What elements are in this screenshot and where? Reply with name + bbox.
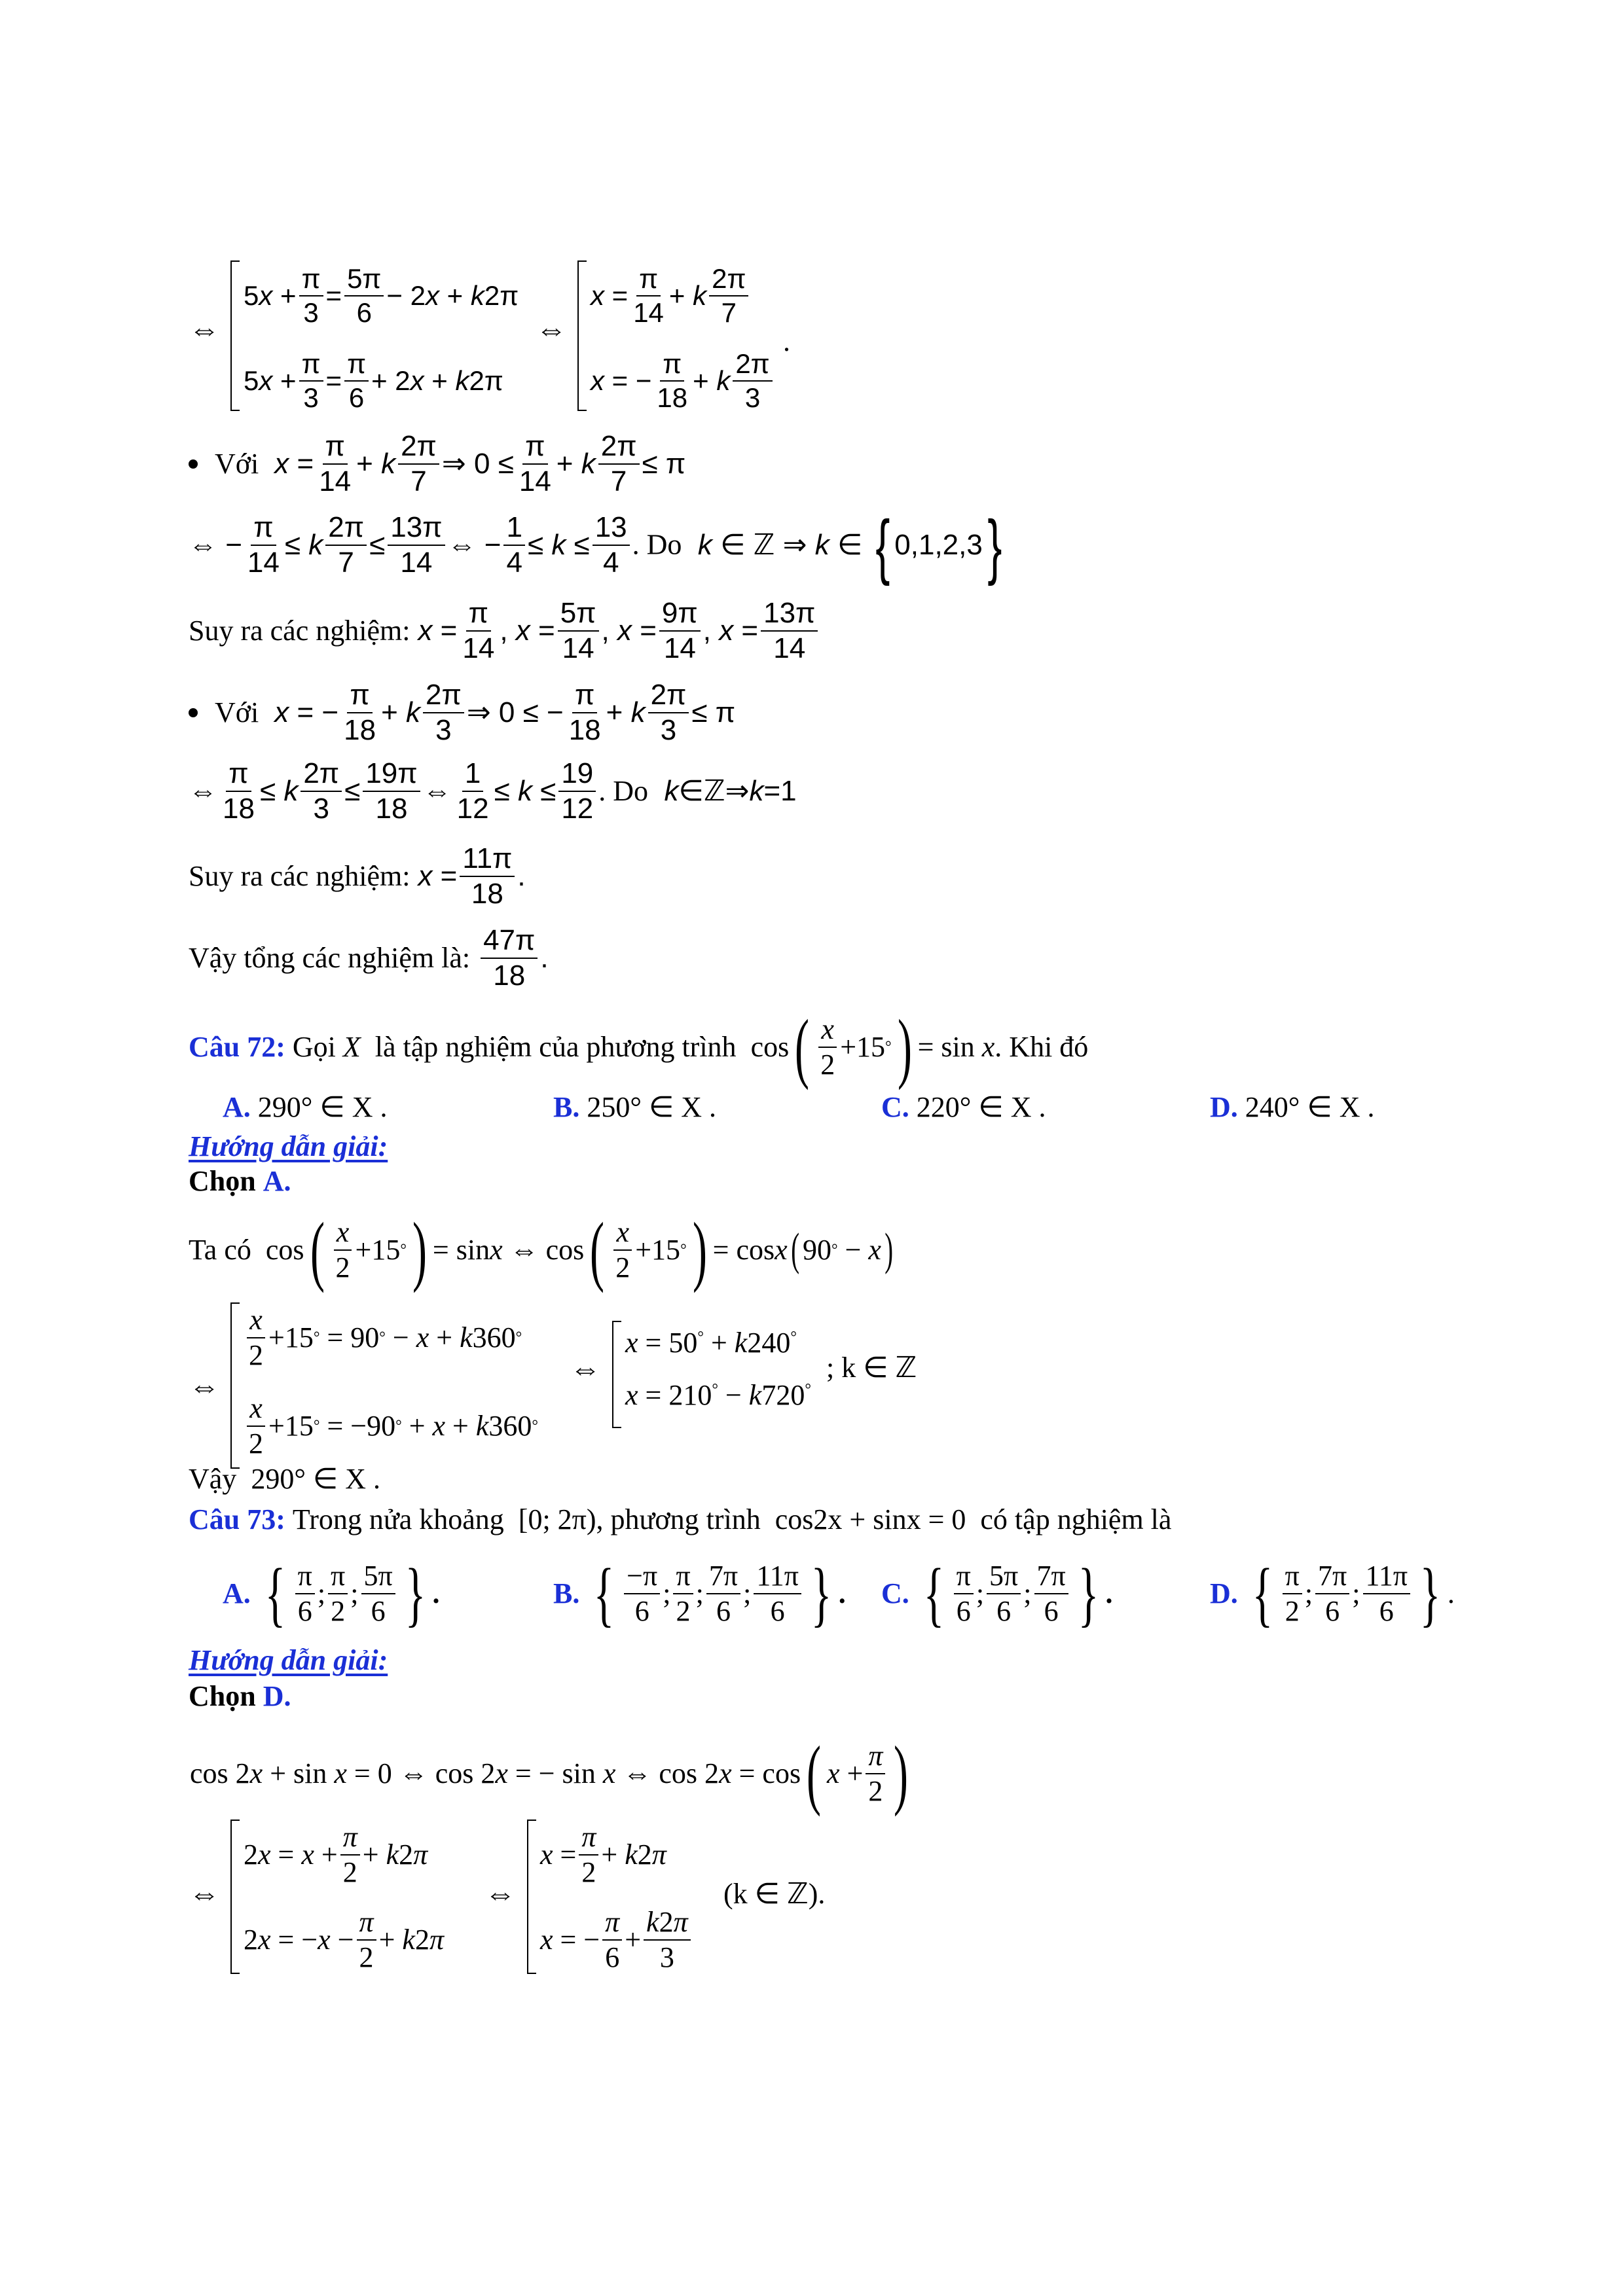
option-letter: B. bbox=[553, 1091, 580, 1123]
q73-stem bbox=[189, 1505, 1171, 1534]
case1-line2: ⇔ − π 14 ≤ k 2π 7 ≤ 13π 14 ⇔ − 1 4 ≤ k ≤ 13 4 . Do k ∈ ℤ ⇒ k ∈ { 0,1,2,3} bbox=[189, 506, 1002, 586]
option-letter: D. bbox=[1210, 1091, 1238, 1123]
suy-ra-label: Suy ra các nghiệm: bbox=[189, 615, 410, 647]
q73-sys-l1: 2 x = x + π 2 + k 2 π bbox=[244, 1821, 428, 1888]
equivalence-symbol: ⇔ bbox=[189, 312, 220, 347]
equation-line: x = − π 18 + k 2π 3 bbox=[591, 350, 775, 412]
conclusion-value: 290° ∈ X . bbox=[251, 1463, 381, 1495]
q72-choose bbox=[189, 1167, 291, 1196]
case2-line1: Với x = − π 18 + k 2π 3 ⇒ 0 ≤ − π 18 + k 2π 3 ≤ π bbox=[189, 681, 735, 745]
option-text: 240° ∈ X . bbox=[1245, 1091, 1375, 1123]
q73-text1: Trong nửa khoảng bbox=[292, 1503, 504, 1535]
q72-text1: Gọi bbox=[292, 1031, 336, 1063]
q72-option-b[interactable] bbox=[553, 1093, 716, 1122]
q73-equation: cos2x + sinx = 0 bbox=[775, 1503, 966, 1535]
q73-step1: cos 2 x + sin x = 0 ⇔ cos 2 x = − sin x ⇔ cos 2 x = cos ( x + π 2 ) bbox=[190, 1730, 909, 1817]
equivalence-symbol: ⇔ bbox=[484, 1876, 516, 1911]
q73-option-d[interactable]: D. { π 2 ; 7π 6 ; 11π 6 } . bbox=[1210, 1554, 1455, 1634]
bracket bbox=[230, 260, 240, 411]
do-text: . Do bbox=[632, 528, 682, 561]
sum-label: Vậy tổng các nghiệm là: bbox=[189, 942, 471, 974]
option-text: 250° ∈ X . bbox=[587, 1091, 717, 1123]
q73-sys-tail: (k ∈ ℤ). bbox=[723, 1878, 826, 1910]
suy-ra-label: Suy ra các nghiệm: bbox=[189, 860, 410, 892]
q73-option-a[interactable]: A. { π 6 ; π 2 ; 5π 6 } . bbox=[223, 1554, 440, 1634]
ta-co-label: Ta có bbox=[189, 1234, 251, 1266]
q72-sys-l1: x 2 +15 ° = 90 ° − x + k 360 ° bbox=[244, 1306, 522, 1370]
q72-stem: Câu 72: Gọi X là tập nghiệm của phương trình cos ( x 2 +15 ° ) = sin x . Khi đó bbox=[189, 1003, 1089, 1090]
q72-sys-r2: x = 210° − k720° bbox=[625, 1379, 811, 1411]
sum-line: Vậy tổng các nghiệm là: 47π 18 . bbox=[189, 924, 549, 992]
case1-solutions: Suy ra các nghiệm: x = π 14 , x = 5π 14 , x = 9π 14 , x = 13π 14 bbox=[189, 599, 820, 663]
q72-option-a[interactable] bbox=[223, 1093, 387, 1122]
q73-sys-l2: 2 x = − x − π 2 + k 2 π bbox=[244, 1906, 444, 1973]
case2-line2: ⇔ π 18 ≤ k 2π 3 ≤ 19π 18 ⇔ 1 12 ≤ k ≤ 19 12 . Do k∈ℤ⇒k=1 bbox=[189, 757, 797, 825]
q73-text3: có tập nghiệm là bbox=[980, 1503, 1172, 1535]
q72-text2: là tập nghiệm của phương trình bbox=[374, 1031, 737, 1063]
period: . bbox=[783, 325, 790, 357]
equation-line: x = π 14 + k 2π 7 bbox=[591, 265, 751, 327]
q72-conclusion bbox=[189, 1465, 380, 1494]
bracket bbox=[527, 1820, 536, 1974]
q73-sys-r1: x = π 2 + k 2 π bbox=[540, 1821, 666, 1888]
q72-option-d[interactable] bbox=[1210, 1093, 1374, 1122]
do-text: . Do bbox=[598, 775, 649, 807]
q73-text2: , phương trình bbox=[596, 1503, 761, 1535]
q72-step1: Ta có cos ( x 2 +15 ° ) = sin x ⇔ cos ( x 2 +15 ° ) = cos x ( 90 ° − x ) bbox=[189, 1206, 893, 1293]
bullet-text: Với bbox=[215, 448, 259, 480]
conclusion-label: Vậy bbox=[189, 1463, 237, 1495]
q73-sys-r2: x = − π 6 + k2π 3 bbox=[540, 1908, 693, 1972]
q73-option-b[interactable]: B. { −π 6 ; π 2 ; 7π 6 ; 11π 6 } . bbox=[553, 1554, 846, 1634]
choose-label: Chọn bbox=[189, 1165, 256, 1197]
q72-sys-r1: x = 50° + k240° bbox=[625, 1327, 797, 1359]
case2-solution: Suy ra các nghiệm: x = 11π 18 . bbox=[189, 842, 526, 910]
equivalence-symbol: ⇔ bbox=[536, 312, 567, 347]
q72-sys-tail: ; k ∈ ℤ bbox=[826, 1352, 917, 1384]
bracket bbox=[230, 1302, 240, 1469]
q73-interval: [0; 2π) bbox=[518, 1503, 596, 1535]
q72-sys-l2: x 2 +15 ° = −90 ° + x + k 360 ° bbox=[244, 1394, 538, 1458]
bracket bbox=[577, 260, 587, 411]
q73-option-c[interactable]: C. { π 6 ; 5π 6 ; 7π 6 } . bbox=[881, 1554, 1113, 1634]
equation-line: 5 x + π 3 = π 6 + 2 x + k 2π bbox=[244, 348, 503, 413]
case1-line1: Với x = π 14 + k 2π 7 ⇒ 0 ≤ π 14 + k 2π 7 ≤ π bbox=[189, 432, 685, 496]
bracket bbox=[612, 1321, 621, 1428]
bracket bbox=[230, 1820, 240, 1974]
q72-guide-heading: Hướng dẫn giải: bbox=[189, 1130, 388, 1162]
option-text: 290° ∈ X . bbox=[257, 1091, 388, 1123]
q73-label: Câu 73: bbox=[189, 1503, 285, 1535]
q72-label: Câu 72: bbox=[189, 1031, 285, 1063]
option-letter: A. bbox=[223, 1091, 251, 1123]
equation-line: 5 x + π 3 = 5π 6 − 2 x + k 2π bbox=[244, 263, 519, 328]
answer-letter: A. bbox=[263, 1165, 291, 1197]
q72-text3: . Khi đó bbox=[994, 1031, 1089, 1063]
choose-label: Chọn bbox=[189, 1680, 256, 1712]
q72-option-c[interactable] bbox=[881, 1093, 1046, 1122]
option-letter: C. bbox=[881, 1091, 909, 1123]
equivalence-symbol: ⇔ bbox=[189, 1876, 220, 1911]
option-text: 220° ∈ X . bbox=[916, 1091, 1046, 1123]
q73-choose bbox=[189, 1682, 291, 1711]
q72-var: X bbox=[342, 1031, 361, 1063]
equivalence-symbol: ⇔ bbox=[189, 1369, 220, 1404]
bullet-text: Với bbox=[215, 696, 259, 728]
answer-letter: D. bbox=[263, 1680, 291, 1712]
equivalence-symbol: ⇔ bbox=[570, 1352, 601, 1386]
q73-guide-heading: Hướng dẫn giải: bbox=[189, 1644, 388, 1676]
